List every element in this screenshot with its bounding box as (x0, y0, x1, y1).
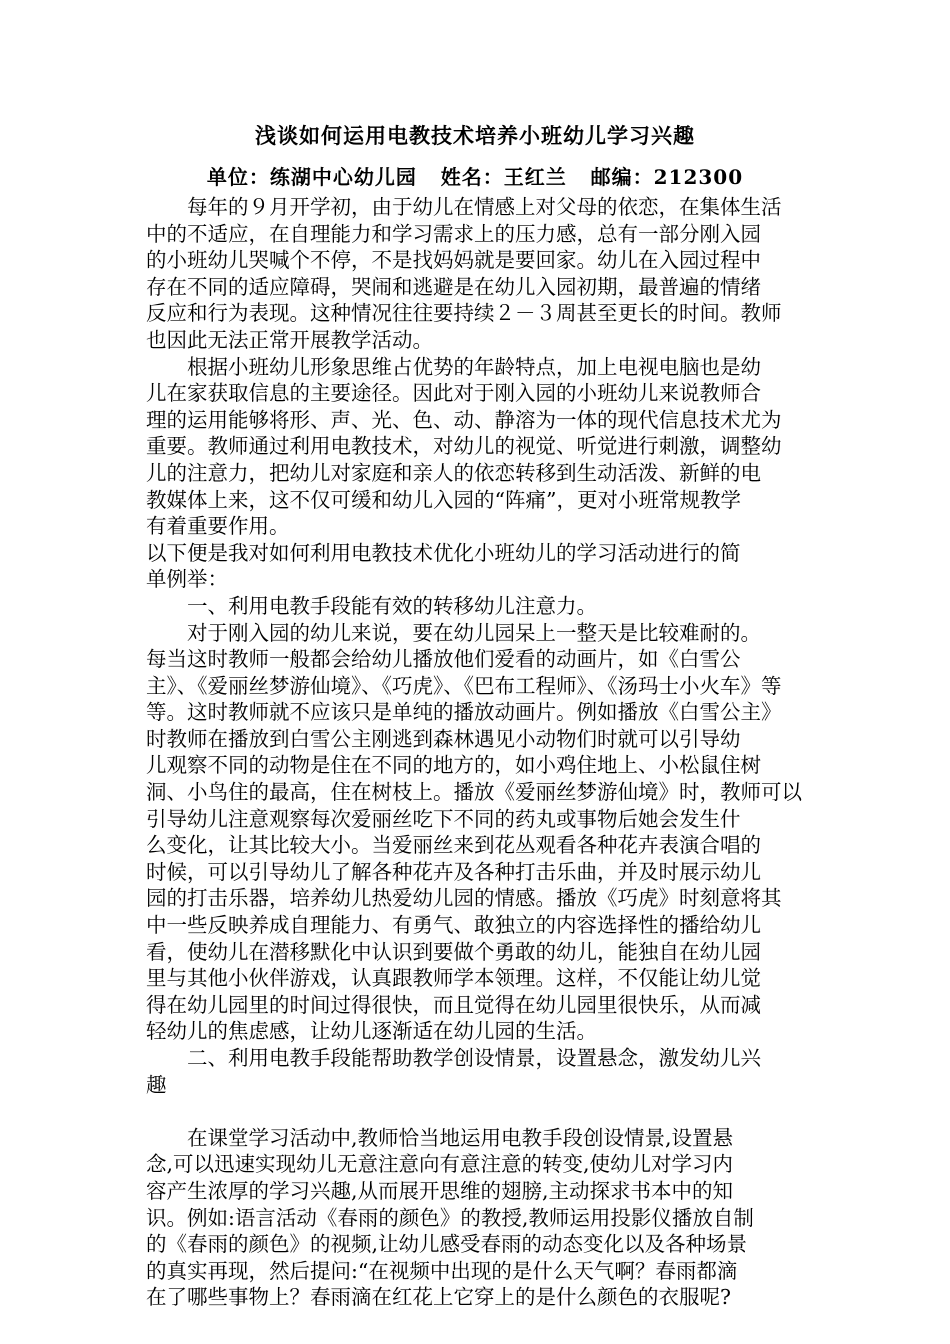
text-line: 识。例如:语言活动《春雨的颜色》的教授,教师运用投影仪播放自制 (146, 1205, 754, 1230)
text-line: 儿的注意力，把幼儿对家庭和亲人的依恋转移到生动活泼、新鲜的电 (146, 460, 761, 485)
text-line: 等。这时教师就不应该只是单纯的播放动画片。例如播放《白雪公主》 (146, 700, 782, 725)
text-line: 二、利用电教手段能帮助教学创设情景，设置悬念，激发幼儿兴 (187, 1046, 761, 1070)
text-line: 念,可以迅速实现幼儿无意注意向有意注意的转变,使幼儿对学习内 (146, 1152, 734, 1177)
document-title: 浅谈如何运用电教技术培养小班幼儿学习兴趣 (255, 123, 695, 148)
text-line: 在课堂学习活动中,教师恰当地运用电教手段创设情景,设置悬 (187, 1125, 734, 1150)
text-line: 对于刚入园的幼儿来说，要在幼儿园呆上一整天是比较难耐的。 (187, 620, 761, 645)
text-line (146, 1098, 810, 1125)
text-line: 引导幼儿注意观察每次爱丽丝吃下不同的药丸或事物后她会发生什 (146, 806, 741, 831)
text-line: 的小班幼儿哭喊个不停，不是找妈妈就是要回家。幼儿在入园过程中 (146, 248, 761, 273)
text-line: 单例举： (146, 567, 228, 592)
text-line: 在了哪些事物上？春雨滴在红花上它穿上的是什么颜色的衣服呢? (146, 1285, 731, 1310)
author-byline: 单位：练湖中心幼儿园 姓名：王红兰 邮编：212300 (206, 165, 744, 189)
text-line: 主》、《爱丽丝梦游仙境》、《巧虎》、《巴布工程师》、《汤玛士小火车》等 (146, 673, 782, 698)
text-line: 么变化，让其比较大小。当爱丽丝来到花丛观看各种花卉表演合唱的 (146, 833, 761, 858)
text-line: 也因此无法正常开展教学活动。 (146, 327, 433, 352)
text-line: 反应和行为表现。这种情况往往要持续２－３周甚至更长的时间。教师 (146, 301, 782, 326)
text-line: 里与其他小伙伴游戏，认真跟教师学本领理。这样，不仅能让幼儿觉 (146, 966, 761, 991)
text-line: 中一些反映养成自理能力、有勇气、敢独立的内容选择性的播给幼儿 (146, 913, 761, 938)
text-line: 重要。教师通过利用电教技术，对幼儿的视觉、听觉进行刺激，调整幼 (146, 434, 782, 459)
document-body (146, 194, 810, 1311)
text-line: 时教师在播放到白雪公主刚逃到森林遇见小动物们时就可以引导幼 (146, 726, 741, 751)
text-line: 看，使幼儿在潜移默化中认识到要做个勇敢的幼儿，能独自在幼儿园 (146, 939, 761, 964)
text-line: 每年的９月开学初，由于幼儿在情感上对父母的依恋，在集体生活 (187, 195, 782, 219)
text-line: 趣 (146, 1072, 167, 1097)
text-line: 中的不适应，在自理能力和学习需求上的压力感，总有一部分刚入园 (146, 221, 761, 246)
text-line: 时候，可以引导幼儿了解各种花卉及各种打击乐曲，并及时展示幼儿 (146, 859, 761, 884)
text-line: 得在幼儿园里的时间过得很快，而且觉得在幼儿园里很快乐，从而减 (146, 992, 761, 1017)
text-line: 理的运用能够将形、声、光、色、动、静溶为一体的现代信息技术尤为 (146, 407, 782, 432)
text-line: 轻幼儿的焦虑感，让幼儿逐渐适在幼儿园的生活。 (146, 1019, 597, 1044)
text-line: 存在不同的适应障碍，哭闹和逃避是在幼儿入园初期，最普遍的情绪 (146, 274, 761, 299)
text-line: 根据小班幼儿形象思维占优势的年龄特点，加上电视电脑也是幼 (187, 354, 761, 379)
text-line: 一、利用电教手段能有效的转移幼儿注意力。 (187, 593, 597, 618)
text-line: 每当这时教师一般都会给幼儿播放他们爱看的动画片，如《白雪公 (146, 647, 741, 672)
text-line: 儿观察不同的动物是住在不同的地方的，如小鸡住地上、小松鼠住树 (146, 753, 761, 778)
text-line: 园的打击乐器，培养幼儿热爱幼儿园的情感。播放《巧虎》时刻意将其 (146, 886, 782, 911)
text-line: 教媒体上来，这不仅可缓和幼儿入园的“阵痛”，更对小班常规教学 (146, 487, 741, 512)
text-line: 儿在家获取信息的主要途径。因此对于刚入园的小班幼儿来说教师合 (146, 381, 761, 406)
text-line: 有着重要作用。 (146, 514, 290, 539)
text-line: 洞、小鸟住的最高，住在树枝上。播放《爱丽丝梦游仙境》时，教师可以 (146, 780, 802, 805)
text-line: 容产生浓厚的学习兴趣,从而展开思维的翅膀,主动探求书本中的知 (146, 1178, 734, 1203)
text-line: 以下便是我对如何利用电教技术优化小班幼儿的学习活动进行的简 (146, 540, 741, 565)
text-line: 的真实再现，然后提问:“在视频中出现的是什么天气啊？春雨都滴 (146, 1258, 738, 1283)
text-line: 的《春雨的颜色》的视频,让幼儿感受春雨的动态变化以及各种场景 (146, 1232, 748, 1257)
